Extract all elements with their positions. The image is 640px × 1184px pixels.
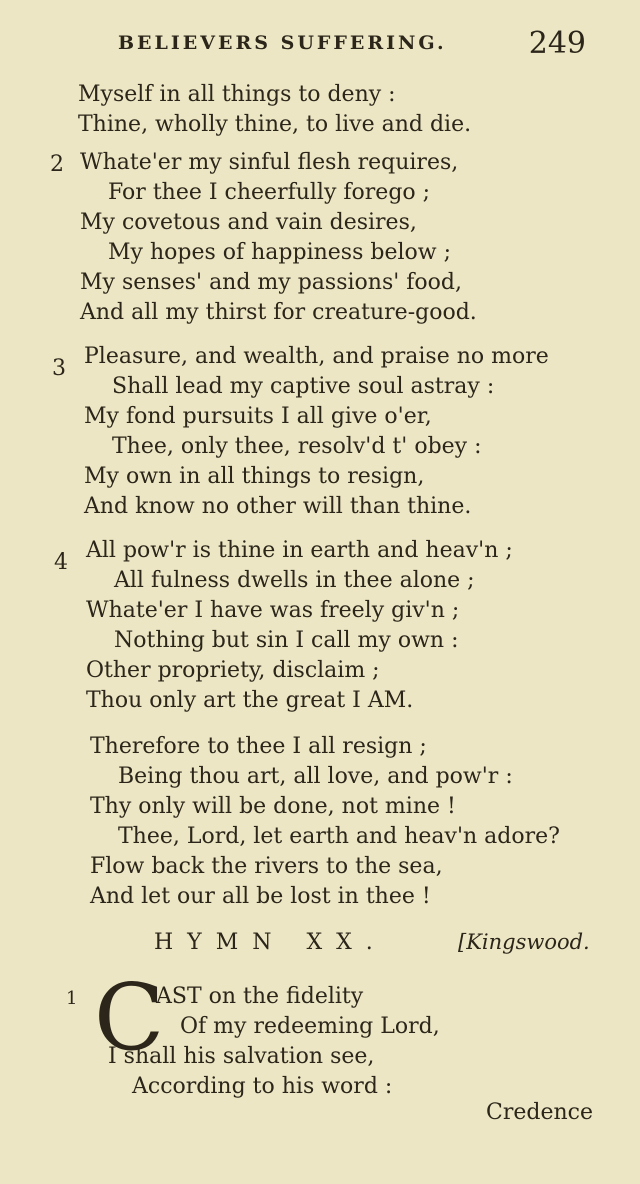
- verse-line: Thy only will be done, not mine !: [90, 794, 456, 819]
- verse-line: My senses' and my passions' food,: [80, 270, 462, 295]
- verse-line: And know no other will than thine.: [84, 494, 472, 519]
- verse-line: Flow back the rivers to the sea,: [90, 854, 443, 879]
- catchword: Credence: [486, 1100, 593, 1125]
- verse-line: Thee, Lord, let earth and heav'n adore?: [118, 824, 560, 849]
- verse-line: Being thou art, all love, and pow'r :: [118, 764, 513, 789]
- verse-line: My own in all things to resign,: [84, 464, 425, 489]
- stanza-number: 4: [54, 550, 68, 575]
- verse-line: My fond pursuits I all give o'er,: [84, 404, 432, 429]
- verse-line: Thine, wholly thine, to live and die.: [78, 112, 472, 137]
- page-number: 249: [528, 26, 586, 61]
- verse-line: Whate'er I have was freely giv'n ;: [86, 598, 460, 623]
- verse-line: All pow'r is thine in earth and heav'n ;: [86, 538, 513, 563]
- verse-line: My covetous and vain desires,: [80, 210, 417, 235]
- tune-name: [Kingswood.: [458, 930, 590, 954]
- verse-line: All fulness dwells in thee alone ;: [114, 568, 475, 593]
- verse-line: Pleasure, and wealth, and praise no more: [84, 344, 549, 369]
- verse-line: For thee I cheerfully forego ;: [108, 180, 431, 205]
- verse-line: I shall his salvation see,: [108, 1044, 375, 1069]
- verse-line: My hopes of happiness below ;: [108, 240, 451, 265]
- verse-line: And all my thirst for creature-good.: [80, 300, 477, 325]
- verse-line: Other propriety, disclaim ;: [86, 658, 380, 683]
- stanza-number: 3: [52, 356, 66, 381]
- verse-line: AST on the fidelity: [156, 984, 364, 1009]
- stanza-number: 2: [50, 152, 64, 177]
- drop-cap: C: [94, 964, 165, 1071]
- verse-line: Therefore to thee I all resign ;: [90, 734, 427, 759]
- verse-line: Thee, only thee, resolv'd t' obey :: [112, 434, 482, 459]
- verse-line: And let our all be lost in thee !: [90, 884, 431, 909]
- running-head: BELIEVERS SUFFERING.: [118, 32, 447, 54]
- verse-line: Whate'er my sinful flesh requires,: [80, 150, 459, 175]
- verse-line: Nothing but sin I call my own :: [114, 628, 459, 653]
- hymn-title: HYMN XX.: [154, 930, 387, 955]
- stanza-number: 1: [66, 988, 78, 1009]
- verse-line: Myself in all things to deny :: [78, 82, 396, 107]
- verse-line: Shall lead my captive soul astray :: [112, 374, 495, 399]
- verse-line: Thou only art the great I AM.: [86, 688, 414, 713]
- verse-line: Of my redeeming Lord,: [180, 1014, 440, 1039]
- verse-line: According to his word :: [132, 1074, 393, 1099]
